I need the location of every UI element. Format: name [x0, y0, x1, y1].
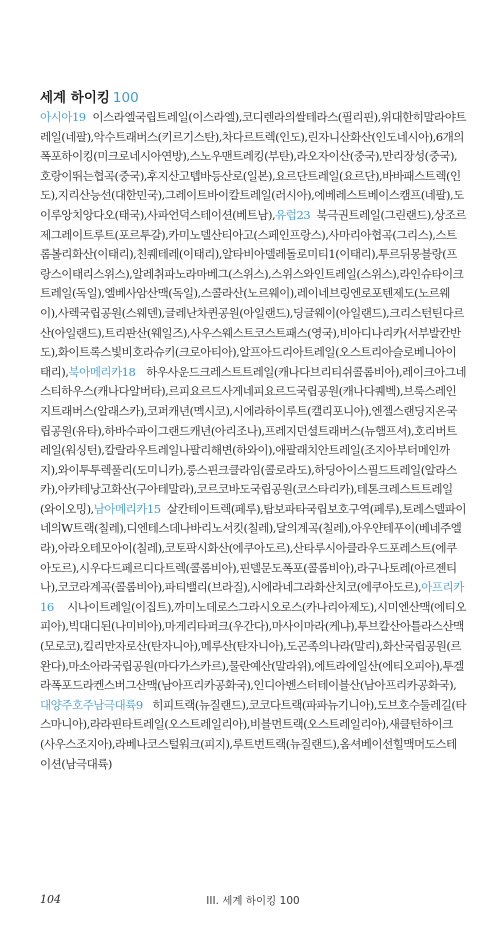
region-text-south-america: 살칸테이트렉(페루),탐보파타국립보호구역(페루),토레스델파이네의W트랙(칠레),디엔테스데나바리노서킷(칠레),달의계곡(칠레),아우얀테푸이(베네주엘라),아라오테모아이(칠레),코토팍시화산(에쿠아도르),산타루시아클라우드포레스트(에쿠아도르),시우다드페르디다트렉(콜롬비아),핀델문도폭포(콜롬비아),라구나토레(아르젠티나),코코라계곡(콜롬비아),파티밸리(브라질),시에라네그라화산치코(에쿠아도르),: [40, 501, 466, 595]
region-text-oceania-antarctica: 히피트랙(뉴질랜드),코코다트랙(파파뉴기니아),도브호수둘레길(타스마니아),라라핀타트레일(오스트레일리아),비블먼트랙(오스트레일리아),새클턴하이크(사우스조지아),라베나코스털워크(피지),루트번트랙(뉴질랜드),옴셔베이선힐맥머도스테이션(남극대륙): [40, 697, 466, 771]
region-label-europe: 유럽23: [275, 207, 311, 222]
region-label-oceania-antarctica: 대양주호주남극대륙9: [40, 697, 143, 712]
region-text-africa: 시나이트레일(이집트),까미노데로스그라시오로스(카나리아제도),시미엔산맥(에티오피아),빅대디된(나미비아),마게리타퍼크(우간다),마사이마라(케냐),투브칼산아틀라스산맥(모로코),킬리만자로산(탄자니아),메루산(탄자니아),도곤족의나라(말리),화산국립공원(르완다),마소아라국립공원(마다가스카르),물란예산(말라위),에트라에일산(에티오피아),투겔라폭포드라켄스버그산맥(남아프리카공화국),인디아벤스터테이블산(남아프리카공화국),: [40, 599, 466, 693]
region-text-europe: 북극권트레일(그린랜드),상조르제그레이트루트(포르투갈),카미노델산티아고(스페인프랑스),사마리아협곡(그리스),스트롬볼리화산(이태리),친퀘테레(이태리),알타비아델레돌로미티1(이태리),투르뒤몽블랑(프랑스이태리스위스),알레취파노라마베그(스위스),스위스와인트레일(스위스),라인슈타이크트레일(독일),엘베사암산맥(독일),스콜라산(노르웨이),레이네브링엔로포텐제도(노르웨이),사렉국립공원(스웨덴),글레난차퀸공원(아일랜드),딩글웨이(아일랜드),크리스턴틴다르산(아일랜드),트리판산(웨일즈),사우스웨스트코스트패스(영국),비아디나리카(서부발칸반도),화이트록스빛비호라슈키(크로아티아),알프아드리아트레일(오스트리아슬로베니아이태리),: [40, 207, 466, 379]
hiking-list-paragraph: [40, 108, 466, 774]
region-label-north-america: 북아메리카18: [68, 364, 136, 379]
running-title: III. 세계 하이킹 100: [206, 895, 300, 907]
heading-title: 세계 하이킹: [40, 90, 110, 106]
region-label-asia: 아시아19: [40, 110, 86, 124]
book-page: [40, 0, 466, 937]
region-label-south-america: 남아메리카15: [93, 501, 161, 516]
section-heading: [40, 86, 139, 106]
page-number: 104: [40, 893, 61, 906]
region-text-asia: 이스라엘국립트레일(이스라엘),코디렌라의쌀테라스(필리핀),위대한히말라야트레일(네팔),악수트래버스(키르기스탄),차다르트렉(인도),린자니산화산(인도네시아),6개의폭포하이킹(미크로네시아연방),스노우맨트레킹(부탄),라오자이산(중국),만리장성(중국),호랑이뛰는협곡(중국),후지산고텝바등산로(일본),요르단트레일(요르단),바바패스트렉(인도),지리산능선(대한민국),그레이트바이칼트레일(러시아),에베레스트베이스캠프(네팔),도이루앙치앙다오(태국),사파언덕스테이션(베트남),: [40, 110, 466, 222]
region-label-africa: 아프리카16: [40, 580, 464, 614]
page-footer: [40, 893, 466, 913]
heading-count: 100: [112, 90, 139, 106]
region-text-north-america: 하우사운드크레스트트레일(캐나다브리티쉬콜롬비아),레이크아그네스티하우스(캐나다알버타),르피요르드사게네피요르드국립공원(캐나다퀘벡),브룩스레인지트래버스(알래스카),코퍼캐년(멕시코),시에라하이루트(캘리포니아),엔젤스랜딩지온국립공원(유타),하바수파이그랜드캐년(아리조나),프레지던셜트래버스(뉴햄프셔),호리버트레일(워싱턴),칼랄라우트레일나팔리해변(하와이),애팔래치안트레일(조지아부터메인까지),와이투투렉풀리(도미니카),룽스핀크클라임(콜로라도),하딩아이스필드트레일(알라스카),아카테낭고화산(구아테말라),코르코바도국립공원(코스타리카),테톤크레스트트레일(와이오밍),: [40, 364, 466, 516]
